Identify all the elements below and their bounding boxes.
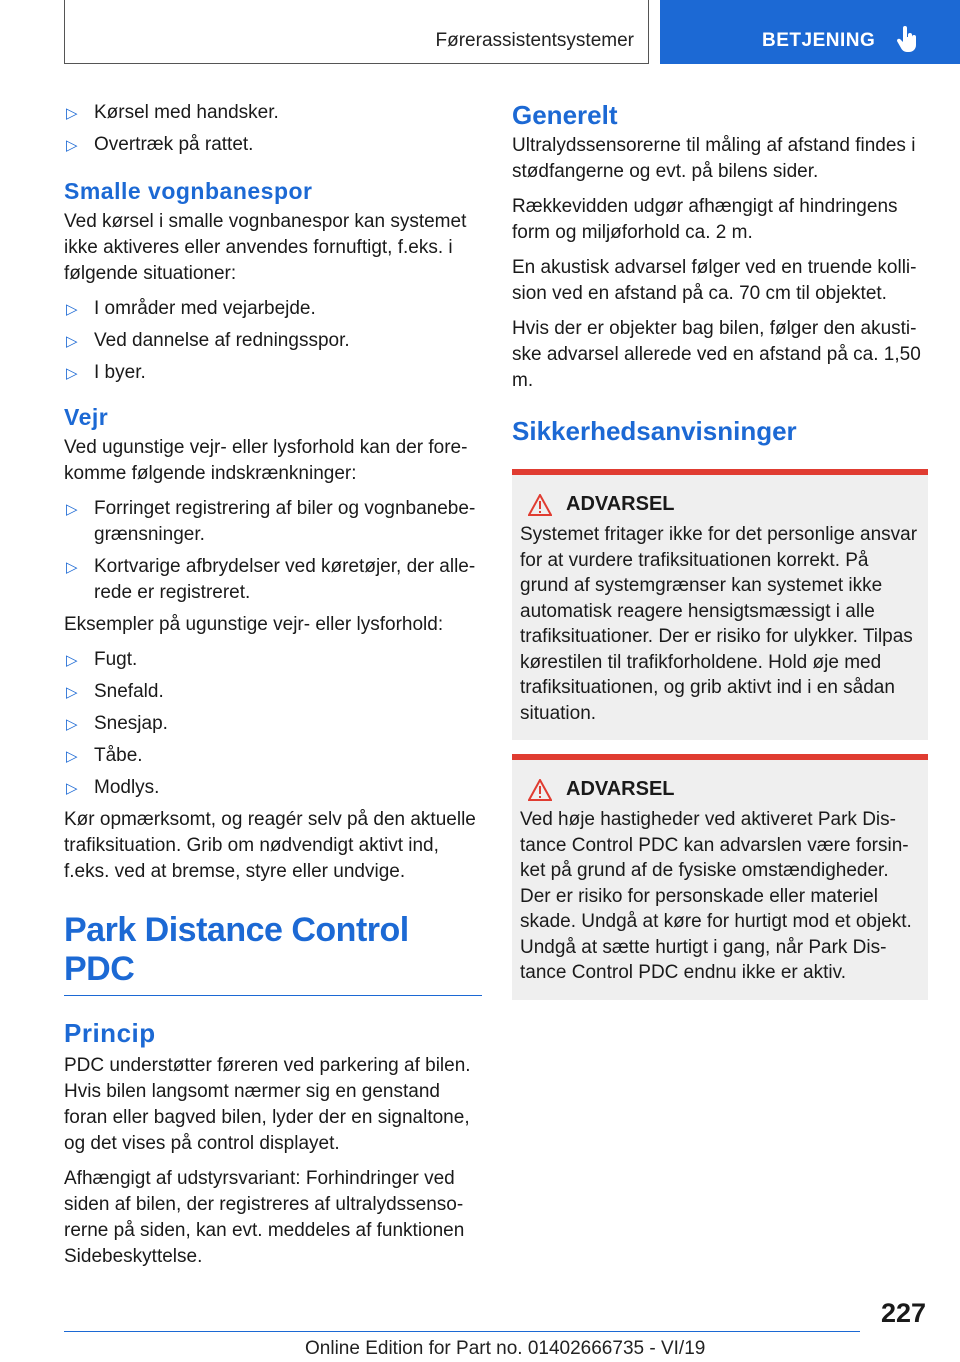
triangle-bullet-icon: ▷ [66,559,78,576]
paragraph: Afhængigt af udstyrsvariant: Forhindringer ved siden af bilen, der registreres af ultralydssensorerne på siden, kan evt. meddeles af funktionen Sidebeskyttelse. [64,1168,465,1267]
bullet-list-weather [64,496,482,606]
warning-header [528,493,920,516]
list-item-text: Tåbe. [94,745,143,766]
section-heading-safety: Sikkerhedsanvisninger [512,416,797,446]
list-item [64,496,482,548]
list-item [64,360,482,386]
warning-label: ADVARSEL [566,778,675,800]
section-heading-narrow-lanes: Smalle vognbanespor [64,178,313,204]
bullet-list-narrow [64,296,482,386]
header-chapter-tab[interactable] [660,0,960,64]
list-item [64,679,482,705]
list-item-text: Ved dannelse af redningsspor. [94,330,350,351]
page-number: 227 [880,1298,926,1328]
triangle-bullet-icon: ▷ [66,137,78,154]
list-item [64,296,482,322]
bullet-list-top [64,100,482,158]
list-item-text: Forringet registrering af biler og vognbanebegrænsninger. [94,498,476,545]
left-column [64,100,482,1279]
list-item [64,100,482,126]
section-heading-general: Generelt [512,100,618,130]
section-heading-principle: Princip [64,1018,156,1048]
paragraph: Eksempler på ugunstige vejr- eller lysforhold: [64,614,444,635]
paragraph: Rækkevidden udgør afhængigt af hindringens form og miljøforhold ca. 2 m. [512,196,898,243]
header-section-title: Førerassistentsystemer [435,30,634,51]
list-item-text: Overtræk på rattet. [94,134,254,155]
list-item-text: Snefald. [94,681,164,702]
list-item-text: I byer. [94,362,146,383]
list-item [64,132,482,158]
triangle-bullet-icon: ▷ [66,365,78,382]
warning-box [512,754,928,1000]
list-item-text: Fugt. [94,649,138,670]
paragraph: PDC understøtter føreren ved parkering af bilen. Hvis bilen langsomt nærmer sig en genstand foran eller bagved bilen, lyder der en signaltone, og det vises på control displayet. [64,1055,471,1154]
paragraph: Ved ugunstige vejr- eller lysforhold kan der forekomme følgende indskrænkninger: [64,437,468,484]
warning-label: ADVARSEL [566,493,675,515]
warning-text: Systemet fritager ikke for det personlige ansvar for at vurdere trafiksituationen korrekt. På grund af systemgrænser kan systemet ikke automatisk reagere hensigtsmæssigt i alle trafiksituationer. Der er risiko for ulykker. Tilpas kørestilen til trafikforholdene. Hold øje med trafiksituationen, og grib aktivt ind i en sådan situation. [520,524,918,724]
list-item [64,711,482,737]
triangle-bullet-icon: ▷ [66,333,78,350]
warning-header [528,778,920,801]
header-section-box [64,0,649,64]
list-item [64,647,482,673]
right-column [512,100,928,1014]
triangle-bullet-icon: ▷ [66,105,78,122]
paragraph: Ultralydssensorerne til måling af afstand findes i stødfangerne og evt. på bilens sider. [512,135,916,182]
warning-text: Ved høje hastigheder ved aktiveret Park Distance Control PDC kan advarslen være forsinket på grund af de fysiske omstændigheder. Der er risiko for personskade eller materiel skade. Undgå at køre for hurtigt mod et objekt. Undgå at sætte hurtigt i gang, når Park Distance Control PDC endnu ikke er aktiv. [520,809,912,983]
warning-box [512,469,928,740]
triangle-bullet-icon: ▷ [66,301,78,318]
list-item-text: Snesjap. [94,713,168,734]
warning-triangle-icon [528,494,552,516]
hand-pointer-icon [896,26,918,54]
footer-divider [64,1331,860,1332]
list-item-text: Kortvarige afbrydelser ved køretøjer, der allerede er registreret. [94,556,476,603]
section-heading-weather: Vejr [64,404,109,430]
paragraph: Ved kørsel i smalle vognbanespor kan systemet ikke aktiveres eller anvendes fornuftigt, f.eks. i følgende situationer: [64,211,467,284]
list-item-text: Kørsel med handsker. [94,102,279,123]
paragraph: Kør opmærksomt, og reagér selv på den aktuelle trafiksituation. Grib om nødvendigt aktivt ind, f.eks. ved at bremse, styre eller undvige. [64,809,476,882]
triangle-bullet-icon: ▷ [66,684,78,701]
list-item [64,743,482,769]
paragraph: En akustisk advarsel følger ved en truende kollision ved en afstand på ca. 70 cm til objektet. [512,257,917,304]
triangle-bullet-icon: ▷ [66,780,78,797]
list-item-text: Modlys. [94,777,160,798]
triangle-bullet-icon: ▷ [66,501,78,518]
list-item [64,554,482,606]
triangle-bullet-icon: ▷ [66,652,78,669]
paragraph: Hvis der er objekter bag bilen, følger den akustiske advarsel allerede ved en afstand på ca. 1,50 m. [512,318,921,391]
triangle-bullet-icon: ▷ [66,748,78,765]
list-item [64,775,482,801]
list-item-text: I områder med vejarbejde. [94,298,316,319]
footer-edition: Online Edition for Part no. 01402666735 - VI/19 [305,1338,706,1359]
triangle-bullet-icon: ▷ [66,716,78,733]
list-item [64,328,482,354]
warning-triangle-icon [528,779,552,801]
chapter-title-pdc: Park Distance Control PDC [64,911,482,996]
header-chapter-title: BETJENING [762,30,876,51]
bullet-list-examples [64,647,482,801]
